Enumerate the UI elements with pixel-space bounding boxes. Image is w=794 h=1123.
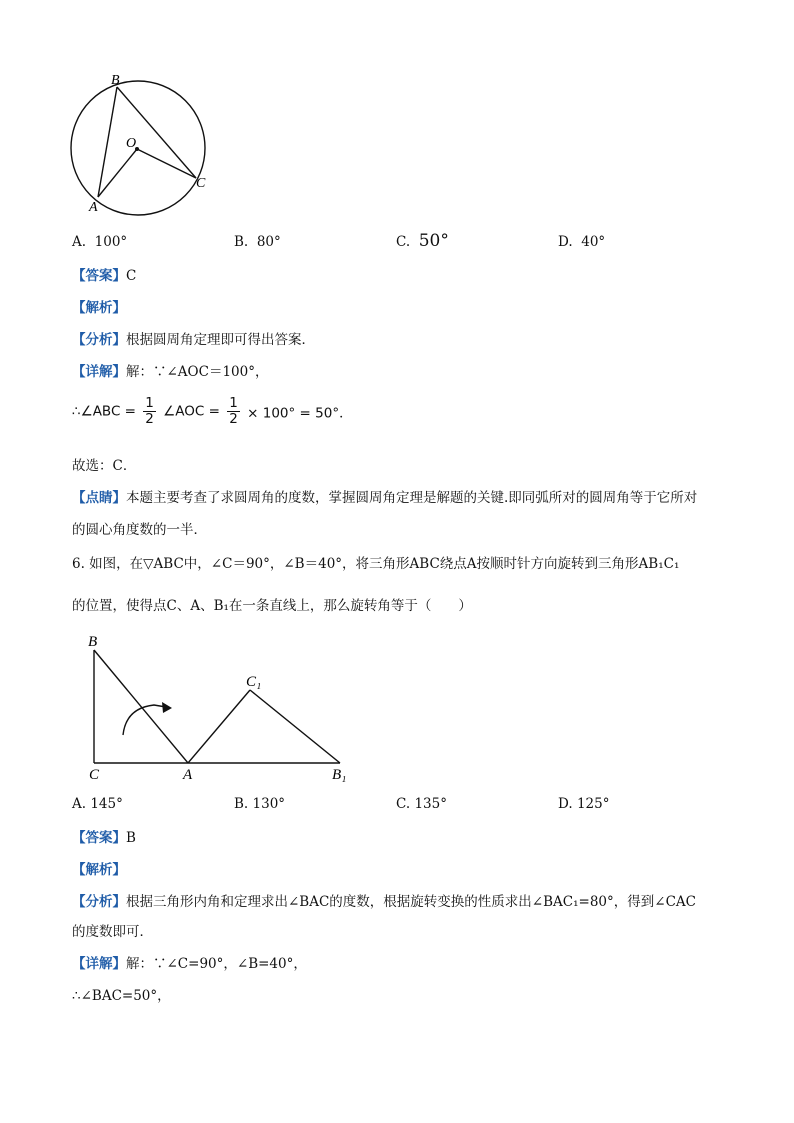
side-BA — [94, 650, 188, 763]
fenxi-text: 的度数即可． — [72, 924, 153, 940]
label-C1: C₁ — [246, 674, 262, 690]
q5-dianjing-line1 — [72, 486, 697, 506]
option-value: 100° — [94, 234, 128, 250]
q6-analysis-heading — [72, 858, 126, 878]
label-A: A — [89, 200, 98, 215]
question-stem: 的位置，使得点C、A、B₁在一条直线上，那么旋转角等于（ ） — [72, 598, 472, 614]
detail-text: 解：∵∠AOC＝100°， — [126, 364, 269, 380]
option-value: 135° — [414, 796, 447, 812]
label-B1: B₁ — [332, 767, 347, 783]
option-letter: D. — [558, 234, 573, 250]
q6-fenxi-line1 — [72, 890, 696, 910]
label-B: B — [88, 634, 98, 650]
q6-option-c[interactable] — [396, 796, 447, 812]
choose-text: 故选：C． — [72, 458, 137, 474]
q5-dianjing-line2 — [72, 518, 207, 538]
fenxi-text: 根据圆周角定理即可得出答案． — [126, 332, 315, 348]
chord-BA — [98, 87, 117, 197]
detail-tag: 【详解】 — [72, 364, 126, 380]
formula-end: × 100° = 50°． — [247, 405, 353, 422]
fraction-denominator: 2 — [229, 411, 238, 427]
analysis-tag: 【解析】 — [72, 862, 126, 878]
dianjing-tag: 【点睛】 — [72, 490, 126, 506]
side-AC1 — [188, 690, 250, 763]
q5-option-a[interactable] — [72, 234, 127, 250]
q6-last-line — [72, 984, 171, 1004]
rotation-arrow-icon — [123, 705, 166, 735]
q5-option-c[interactable] — [396, 231, 449, 251]
option-letter: B. — [234, 234, 249, 250]
question-stem: 6. 如图，在▽ABC中，∠C＝90°，∠B＝40°，将三角形ABC绕点A按顺时针方向旋转到三角形AB₁C₁ — [72, 556, 680, 572]
option-value: 50° — [418, 231, 449, 251]
radius-OC — [137, 149, 196, 178]
fraction-numerator: 1 — [229, 395, 238, 411]
label-C: C — [196, 176, 206, 191]
arrowhead-icon — [162, 702, 172, 713]
chord-BC — [117, 87, 196, 178]
q6-option-d[interactable] — [558, 796, 609, 812]
fraction-denominator: 2 — [145, 411, 154, 427]
q5-detail-line — [72, 360, 268, 380]
fraction-one-half — [227, 396, 240, 427]
label-A: A — [183, 767, 193, 783]
fenxi-text: 根据三角形内角和定理求出∠BAC的度数，根据旋转变换的性质求出∠BAC₁=80°，得到∠CAC — [126, 894, 696, 910]
option-letter: B. — [234, 796, 249, 812]
detail-tag: 【详解】 — [72, 956, 126, 972]
label-C: C — [89, 767, 100, 783]
label-B: B — [111, 73, 120, 88]
q5-choose-line — [72, 454, 136, 474]
option-value: 130° — [252, 796, 286, 812]
answer-value: C — [126, 268, 137, 284]
fenxi-tag: 【分析】 — [72, 894, 126, 910]
q5-answer-line — [72, 264, 136, 284]
answer-tag: 【答案】 — [72, 268, 126, 284]
label-O: O — [126, 136, 137, 151]
option-letter: C. — [396, 234, 411, 250]
fraction-one-half — [143, 396, 156, 427]
answer-value: B — [126, 830, 136, 846]
q6-option-b[interactable] — [234, 796, 285, 812]
option-letter: A. — [72, 796, 87, 812]
dianjing-text: 的圆心角度数的一半． — [72, 522, 207, 538]
fraction-numerator: 1 — [145, 395, 154, 411]
detail-text: 解：∵∠C=90°，∠B=40°， — [126, 956, 307, 972]
option-letter: A. — [72, 234, 87, 250]
q5-option-b[interactable] — [234, 234, 281, 250]
q6-detail-line — [72, 952, 307, 972]
q6-fenxi-line2 — [72, 920, 153, 940]
q5-circle-figure — [60, 60, 220, 225]
q5-analysis-heading — [72, 296, 126, 316]
option-letter: C. — [396, 796, 411, 812]
option-value: 145° — [90, 796, 123, 812]
option-value: 40° — [581, 234, 606, 250]
side-C1B1 — [250, 690, 340, 763]
answer-tag: 【答案】 — [72, 830, 126, 846]
conclusion-text: ∴∠BAC=50°， — [72, 988, 171, 1004]
option-value: 80° — [256, 234, 281, 250]
formula-mid: ∠AOC = — [163, 403, 220, 420]
dianjing-text: 本题主要考查了求圆周角的度数，掌握圆周角定理是解题的关键.即同弧所对的圆周角等于它所对 — [126, 490, 698, 506]
formula-therefore: ∴∠ABC = — [72, 403, 136, 420]
q6-answer-line — [72, 826, 136, 846]
analysis-tag: 【解析】 — [72, 300, 126, 316]
fenxi-tag: 【分析】 — [72, 332, 126, 348]
q5-formula — [72, 396, 353, 427]
q5-option-d[interactable] — [558, 234, 605, 250]
q6-stem-line2 — [72, 594, 472, 614]
q6-option-a[interactable] — [72, 796, 123, 812]
radius-OA — [98, 149, 137, 197]
q6-stem-line1 — [72, 552, 679, 572]
q5-fenxi-line — [72, 328, 315, 348]
option-value: 125° — [576, 796, 610, 812]
q6-triangle-figure — [80, 628, 360, 788]
option-letter: D. — [558, 796, 573, 812]
